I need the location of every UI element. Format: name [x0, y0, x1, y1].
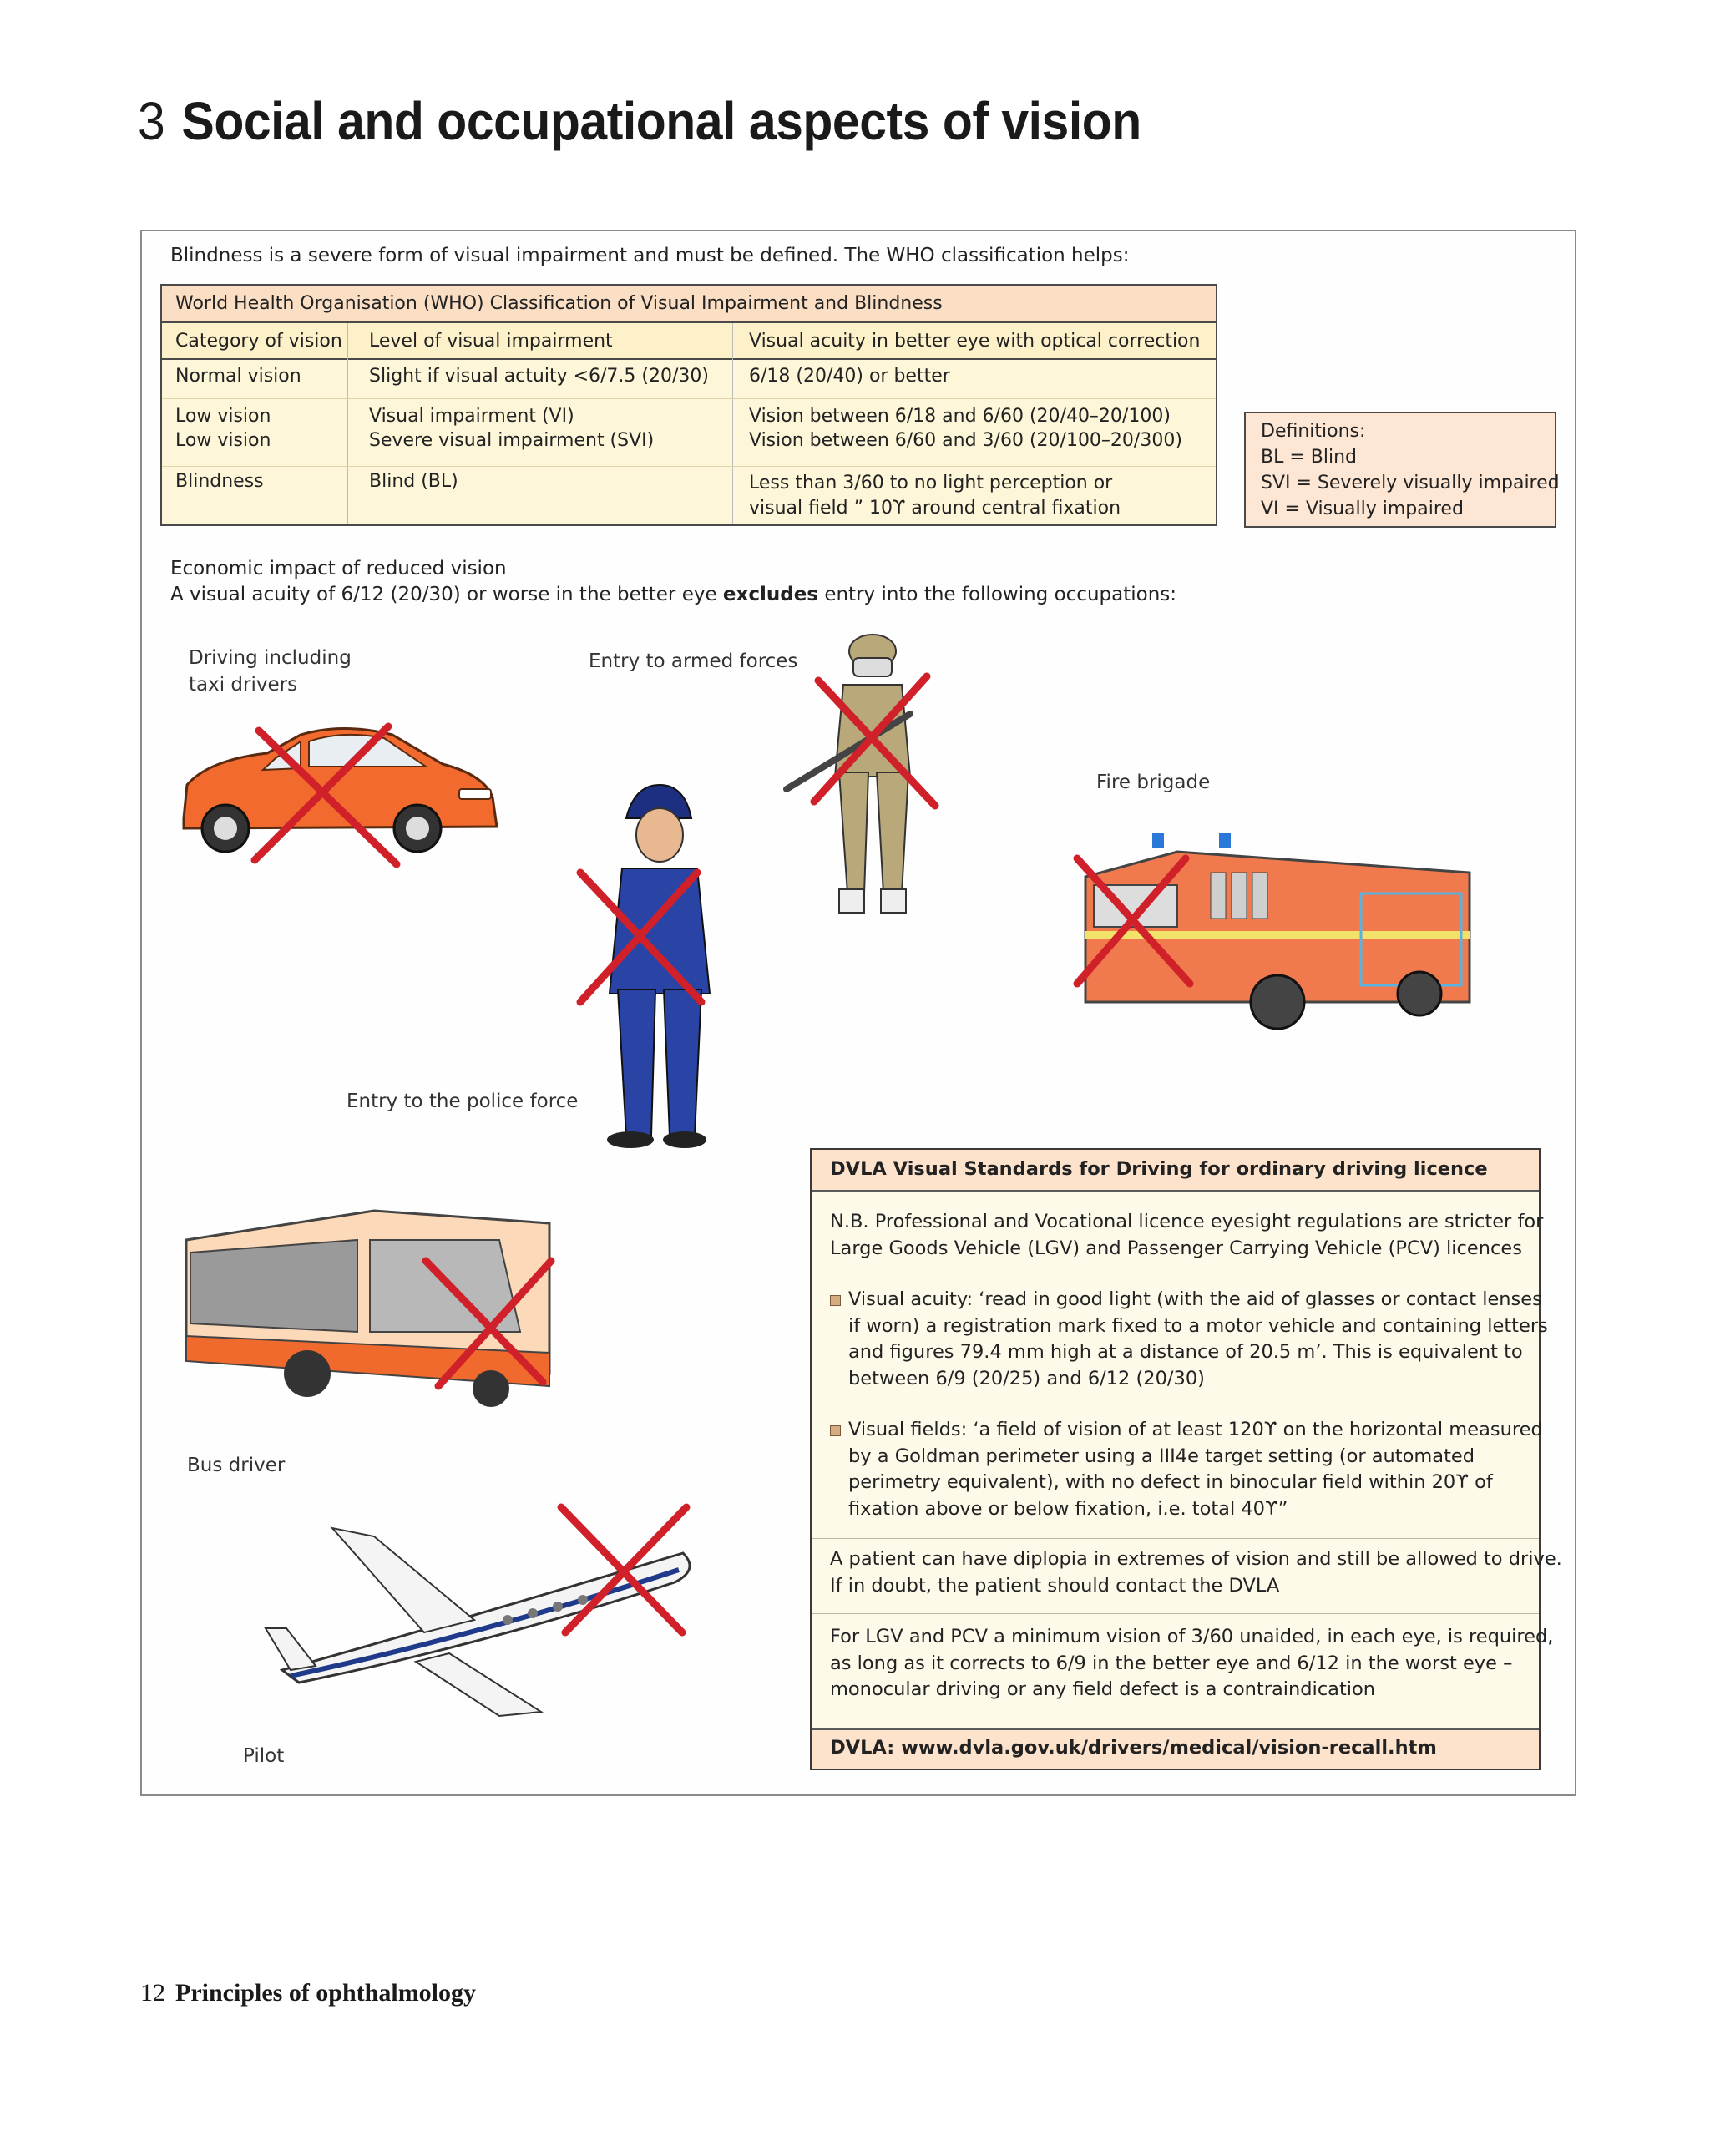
page-footer [140, 1979, 476, 2007]
caption-fire-brigade: Fire brigade [1096, 772, 1211, 793]
cross-out-police [568, 864, 718, 1015]
dvla-acuity-line: if worn) a registration mark fixed to a motor vehicle and containing letters [848, 1314, 1548, 1337]
bullet-icon [830, 1295, 841, 1306]
page-number: 12 [140, 1979, 165, 2007]
caption-police: Entry to the police force [347, 1091, 579, 1112]
dvla-fields-line: by a Goldman perimeter using a III4e target setting (or automated [848, 1445, 1475, 1467]
cell-level: Severe visual impairment (SVI) [369, 430, 655, 451]
dvla-fields-line: fixation above or below fixation, i.e. total 40ϒ” [848, 1497, 1288, 1520]
cell-category: Blindness [175, 471, 264, 492]
cell-acuity: 6/18 (20/40) or better [749, 366, 950, 387]
dvla-acuity-line: and figures 79.4 mm high at a distance of 20.5 m’. This is equivalent to [848, 1341, 1523, 1363]
dvla-fields-line: Visual fields: ‘a field of vision of at least 120ϒ on the horizontal measured [848, 1419, 1543, 1440]
dvla-acuity-line: between 6/9 (20/25) and 6/12 (20/30) [848, 1367, 1205, 1389]
cross-out-bus [417, 1253, 559, 1394]
definitions-title: Definitions: [1261, 421, 1366, 442]
cross-out-airplane [553, 1499, 695, 1641]
cross-out-car [242, 722, 409, 873]
bullet-icon [830, 1425, 841, 1436]
economic-text-start: A visual acuity of 6/12 (20/30) or worse in the better eye [170, 584, 723, 605]
economic-heading: Economic impact of reduced vision [170, 558, 507, 579]
definition-item: VI = Visually impaired [1261, 499, 1464, 519]
column-header-acuity: Visual acuity in better eye with optical correction [749, 331, 1201, 352]
cell-acuity: Less than 3/60 to no light perception or [749, 473, 1113, 493]
cell-acuity: Vision between 6/60 and 3/60 (20/100–20/300) [749, 430, 1182, 451]
economic-text [170, 582, 1176, 608]
book-title: Principles of ophthalmology [175, 1979, 477, 2007]
economic-text-bold: excludes [722, 584, 819, 605]
cell-level: Visual impairment (VI) [369, 406, 574, 427]
dvla-lgv [812, 1624, 1554, 1703]
cell-level: Slight if visual actuity <6/7.5 (20/30) [369, 366, 709, 387]
dvla-lgv-line: as long as it corrects to 6/9 in the better eye and 6/12 in the worst eye – [830, 1652, 1513, 1674]
dvla-note-line: Large Goods Vehicle (LGV) and Passenger Carrying Vehicle (PCV) licences [830, 1237, 1522, 1259]
cell-category: Low vision [175, 430, 271, 451]
dvla-fields-item [812, 1417, 1543, 1522]
table-title: World Health Organisation (WHO) Classification of Visual Impairment and Blindness [162, 286, 1216, 323]
dvla-note-line: N.B. Professional and Vocational licence eyesight regulations are stricter for [830, 1211, 1544, 1232]
cell-acuity: Vision between 6/18 and 6/60 (20/40–20/100) [749, 406, 1171, 427]
dvla-acuity-line: Visual acuity: ‘read in good light (with the aid of glasses or contact lenses [848, 1288, 1542, 1310]
table-header-row [162, 323, 1216, 360]
dvla-note [812, 1209, 1544, 1262]
cross-out-fire-engine [1069, 850, 1202, 992]
caption-armed-forces: Entry to armed forces [589, 650, 798, 672]
dvla-standards-box [810, 1148, 1562, 1770]
dvla-title: DVLA Visual Standards for Driving for ordinary driving licence [812, 1150, 1539, 1190]
definition-item: BL = Blind [1261, 447, 1357, 468]
dvla-lgv-line: monocular driving or any field defect is a contraindication [830, 1678, 1376, 1700]
chapter-number: 3 [138, 91, 165, 151]
definitions-box [1244, 412, 1560, 528]
dvla-fields-line: perimetry equivalent), with no defect in binocular field within 20ϒ of [848, 1471, 1493, 1493]
column-header-level: Level of visual impairment [369, 331, 613, 352]
who-classification-table [160, 284, 1217, 526]
dvla-diplopia-line: If in doubt, the patient should contact the DVLA [830, 1574, 1280, 1597]
dvla-link[interactable]: DVLA: www.dvla.gov.uk/drivers/medical/vision-recall.htm [812, 1730, 1539, 1769]
column-header-category: Category of vision [175, 331, 342, 352]
caption-pilot: Pilot [243, 1745, 285, 1767]
chapter-heading [138, 90, 1141, 152]
cell-category: Low vision [175, 406, 271, 427]
dvla-lgv-line: For LGV and PCV a minimum vision of 3/60 unaided, in each eye, is required, [830, 1626, 1554, 1647]
economic-text-end: entry into the following occupations: [818, 584, 1177, 605]
dvla-diplopia [812, 1546, 1562, 1599]
cell-category: Normal vision [175, 366, 301, 387]
cell-level: Blind (BL) [369, 471, 458, 492]
caption-driving-1: Driving including [189, 647, 352, 669]
intro-text: Blindness is a severe form of visual impairment and must be defined. The WHO classification helps: [170, 245, 1130, 266]
chapter-title: Social and occupational aspects of vision [181, 91, 1141, 151]
caption-driving-2: taxi drivers [189, 674, 298, 696]
dvla-acuity-item [812, 1287, 1548, 1392]
caption-bus-driver: Bus driver [187, 1455, 286, 1476]
cross-out-soldier [802, 668, 952, 818]
dvla-diplopia-line: A patient can have diplopia in extremes of vision and still be allowed to drive. [830, 1548, 1562, 1570]
definition-item: SVI = Severely visually impaired [1261, 473, 1560, 493]
cell-acuity: visual field ” 10ϒ around central fixation [749, 498, 1121, 519]
